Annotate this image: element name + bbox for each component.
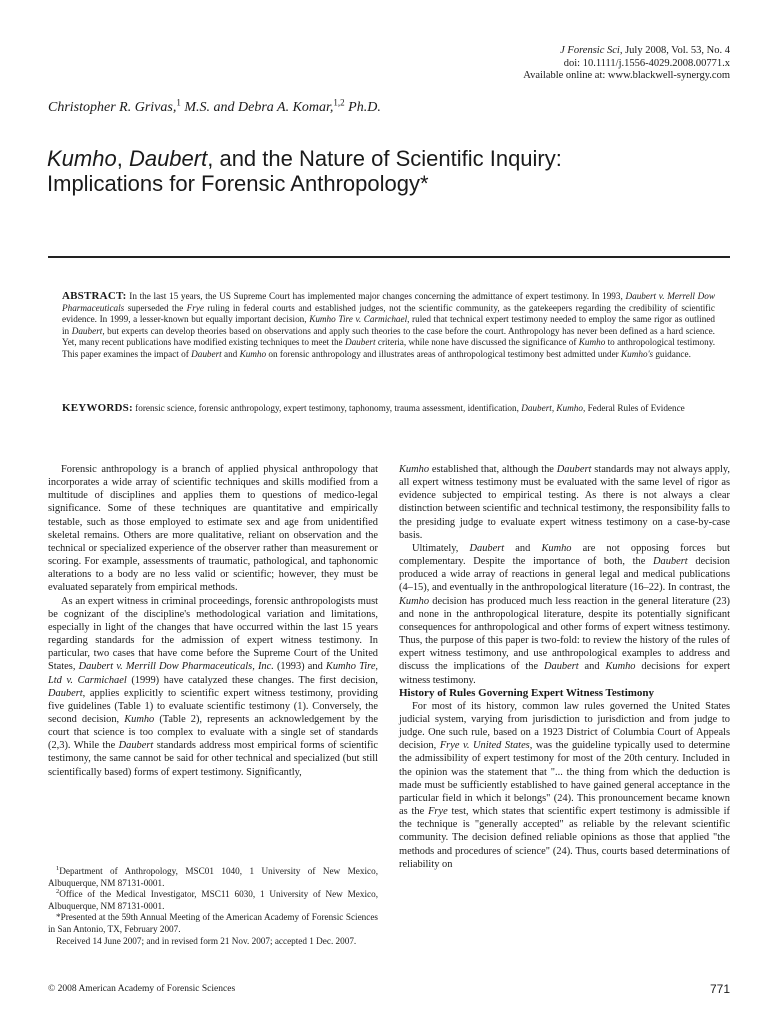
author-line — [48, 99, 728, 117]
para-text: decisions for expert witness testimony. — [399, 661, 731, 686]
para-italic: Frye — [428, 806, 448, 818]
abstract-text: criteria, while none have discussed the significance of — [375, 337, 579, 348]
journal-issue: July 2008, Vol. 53, No. 4 — [622, 45, 730, 56]
abstract-text: ruling in federal courts and established judges, not the scientific community, as the gatekeepers regarding the credibility of scientific evidence. In 1999, a lesser-known but equally important decision, — [62, 302, 715, 325]
para-italic: Daubert v. Merrill Dow Pharmaceuticals, Inc. — [78, 661, 274, 673]
abstract-text: , ruled that technical expert testimony needed to employ the same rigor as outlined in — [62, 314, 715, 336]
para-italic: Kumho — [399, 464, 430, 475]
footnote-marker: 2 — [56, 888, 60, 896]
body-paragraph — [399, 700, 730, 871]
abstract-italic: Daubert — [71, 325, 103, 336]
para-text: and — [504, 542, 542, 554]
para-italic: Frye v. United States — [439, 740, 530, 752]
para-text: For most of its history, common law rules governed the United States judicial system, varying from jurisdiction to jurisdiction and from judge to judge. One such rule, based on a 1923 District of Columbia Court of Appeals decision, — [399, 700, 730, 752]
left-column — [48, 463, 378, 779]
abstract-text: guidance. — [653, 348, 691, 359]
keywords-text: forensic science, forensic anthropology, expert testimony, taphonomy, trauma assessment, identification, — [132, 403, 522, 413]
para-italic: Daubert — [653, 556, 688, 568]
para-text: (1999) have catalyzed these changes. The first decision, — [126, 674, 378, 686]
right-column — [399, 463, 730, 871]
abstract-text: , but experts can develop theories based on observations and apply such theories to the case before the court. Anthropology has never been defined as a hard science. Yet, many recent publications have modified existing techniques to meet the — [62, 325, 715, 348]
body-paragraph — [48, 595, 378, 779]
para-text: (1993) and — [273, 661, 326, 673]
para-text: decision produced a wide array of reactions in general legal and medical publications (4–15), and eventually in the anthropological literature (16–22). In contrast, the — [399, 556, 730, 594]
journal-name: J Forensic Sci, — [560, 45, 623, 56]
para-italic: Daubert — [544, 661, 579, 673]
para-italic: Daubert — [556, 464, 592, 475]
para-text: , applies explicitly to scientific expert witness testimony, providing five guidelines (Table 1) to evaluate scientific testimony (1). Conversely, the second decision, — [48, 687, 378, 725]
para-text: decision has produced much less reaction in the general literature (23) and none in the anthropological literature, despite its potentially significant consequences for anthropological and other forms of expert witness testimony. Thus, the purpose of this paper is two-fold: to review the history of the rules of expert witness testimony, and use anthropological examples to address and discuss the implications of the — [399, 595, 730, 673]
footnote-text: Department of Anthropology, MSC01 1040, 1 University of New Mexico, Albuquerque, NM 87131-0001. — [48, 866, 378, 888]
footnotes — [48, 866, 378, 947]
para-text: established that, although the — [429, 464, 557, 475]
author-2-degree: Ph.D. — [344, 100, 381, 115]
abstract-italic: Frye — [186, 302, 205, 313]
abstract-label: ABSTRACT: — [62, 290, 127, 302]
abstract — [62, 291, 715, 361]
title-divider — [48, 256, 730, 258]
abstract-italic: Kumho — [578, 337, 606, 348]
title-kumho: Kumho — [47, 146, 117, 171]
title-rest: , and the Nature of Scientific Inquiry: Implications for Forensic Anthropology* — [47, 146, 562, 196]
para-text: standards may not always apply, all expert witness testimony must be evaluated with the same level of rigor as evidence subjected to empirical testing. As there is not always a clear distinction between scientific and technical testimony, the responsibility falls to the presiding judge to evaluate expert witness testimony on a case-by-case basis. — [399, 464, 730, 541]
para-text: Ultimately, — [412, 542, 470, 554]
keywords — [62, 402, 715, 414]
para-italic: Kumho — [399, 595, 430, 607]
para-text: and — [578, 661, 606, 673]
para-italic: Kumho — [605, 661, 636, 673]
abstract-text: superseded the — [124, 302, 187, 313]
para-italic: Kumho Tire, Ltd v. Carmichael — [48, 661, 379, 686]
para-text: (Table 2), represents an acknowledgement by the court that science is too complex to evaluate with a single set of standards (2,3). While the — [48, 713, 378, 752]
para-text: test, which states that scientific expert testimony is admissible if the technique is "generally accepted" as reliable by the relevant scientific community. The decision defined reliable opinions as those that applied "the methods and procedures of science" (24). Thus, courts based determinations of reliability on — [399, 806, 731, 870]
journal-doi: doi: 10.1111/j.1556-4029.2008.00771.x — [563, 57, 730, 69]
footnote-text: Office of the Medical Investigator, MSC11 6030, 1 University of New Mexico, Albuquerque, NM 87131-0001. — [48, 889, 378, 911]
footnote-1 — [48, 866, 378, 889]
abstract-italic: Daubert — [344, 337, 376, 348]
author-1: Christopher R. Grivas, — [48, 100, 177, 115]
page-number: 771 — [709, 982, 730, 996]
keywords-label: KEYWORDS: — [62, 402, 133, 414]
author-2-affiliation: 1,2 — [333, 97, 345, 108]
footnote-3: *Presented at the 59th Annual Meeting of the American Academy of Forensic Sciences in San Antonio, TX, February 2007. — [48, 912, 378, 934]
body-paragraph: Forensic anthropology is a branch of applied physical anthropology that incorporates a wide array of scientific techniques and skills modified from a multitude of disciplines and applies them to questions of medico-legal significance. Some of these techniques are quantitative and empirically testable, such as those employed to estimate sex and age from unidentified skeletal remains. Others are more qualitative, reliant on observation and the technical or specialized experience of the observer rather than measurement or scoring. For example, assessments of traumatic, pathological, and taphonomic alterations to a body are no less valid or scientific; however, they must be evaluated separately from empirical methods. — [48, 464, 378, 594]
footnote-2 — [48, 889, 378, 912]
abstract-text: In the last 15 years, the US Supreme Court has implemented major changes concerning the admittance of expert testimony. In 1993, — [126, 291, 626, 301]
keywords-text: Federal Rules of Evidence — [585, 403, 685, 413]
section-heading: History of Rules Governing Expert Witness Testimony — [399, 686, 655, 699]
paper-title — [47, 146, 587, 196]
para-text: , was the guideline typically used to determine the admissibility of expert testimony for most of the 20th century. Included in the opinion was the statement that "... the thing from which the deduction is made must be sufficiently established to have gained general acceptance in the particular field in which it belongs" (24). This pronouncement became known as the — [399, 740, 730, 818]
title-sep: , — [116, 146, 129, 171]
para-italic: Daubert — [469, 542, 505, 554]
abstract-text: to anthropological testimony. This paper examines the impact of — [62, 337, 715, 359]
abstract-italic: Kumho's — [621, 348, 654, 359]
keywords-italic: Daubert, Kumho, — [521, 403, 586, 413]
author-2: M.S. and Debra A. Komar, — [180, 100, 334, 115]
journal-available: Available online at: www.blackwell-synergy.com — [523, 70, 730, 82]
journal-citation — [400, 45, 730, 83]
para-text: As an expert witness in criminal proceedings, forensic anthropologists must be cognizant of the discipline's methodological variation and limitations, especially in light of the changes that have occurred within the last 15 years regarding standards for the admission of expert witness testimony. In particular, two cases that have come before the Supreme Court of the United States, — [48, 595, 378, 673]
title-daubert: Daubert — [128, 146, 208, 171]
para-italic: Kumho — [124, 713, 155, 725]
para-italic: Kumho — [541, 542, 572, 554]
body-paragraph — [399, 463, 730, 542]
footnote-4: Received 14 June 2007; and in revised form 21 Nov. 2007; accepted 1 Dec. 2007. — [56, 935, 357, 946]
abstract-italic: Kumho — [239, 348, 267, 359]
abstract-text: and — [221, 348, 240, 359]
footnote-marker: 1 — [56, 864, 60, 872]
author-1-affiliation: 1 — [176, 97, 181, 108]
para-text: standards address most empirical forms of scientific testimony, the same cannot be said for other technical and specialized (but still scientifically based) forms of expert testimony. Significantly, — [48, 740, 378, 778]
abstract-italic: Kumho Tire v. Carmichael — [309, 314, 408, 325]
copyright-notice: © 2008 American Academy of Forensic Sciences — [48, 984, 236, 994]
abstract-italic: Daubert v. Merrell Dow Pharmaceuticals — [62, 291, 715, 313]
para-text: are not opposing forces but complementary. Despite the importance of both, the — [399, 542, 730, 568]
para-italic: Daubert — [118, 740, 154, 752]
body-paragraph — [399, 542, 730, 687]
abstract-text: on forensic anthropology and illustrates areas of anthropological testimony best admitted under — [266, 348, 622, 359]
para-italic: Daubert — [48, 687, 83, 699]
abstract-italic: Daubert — [191, 348, 222, 359]
